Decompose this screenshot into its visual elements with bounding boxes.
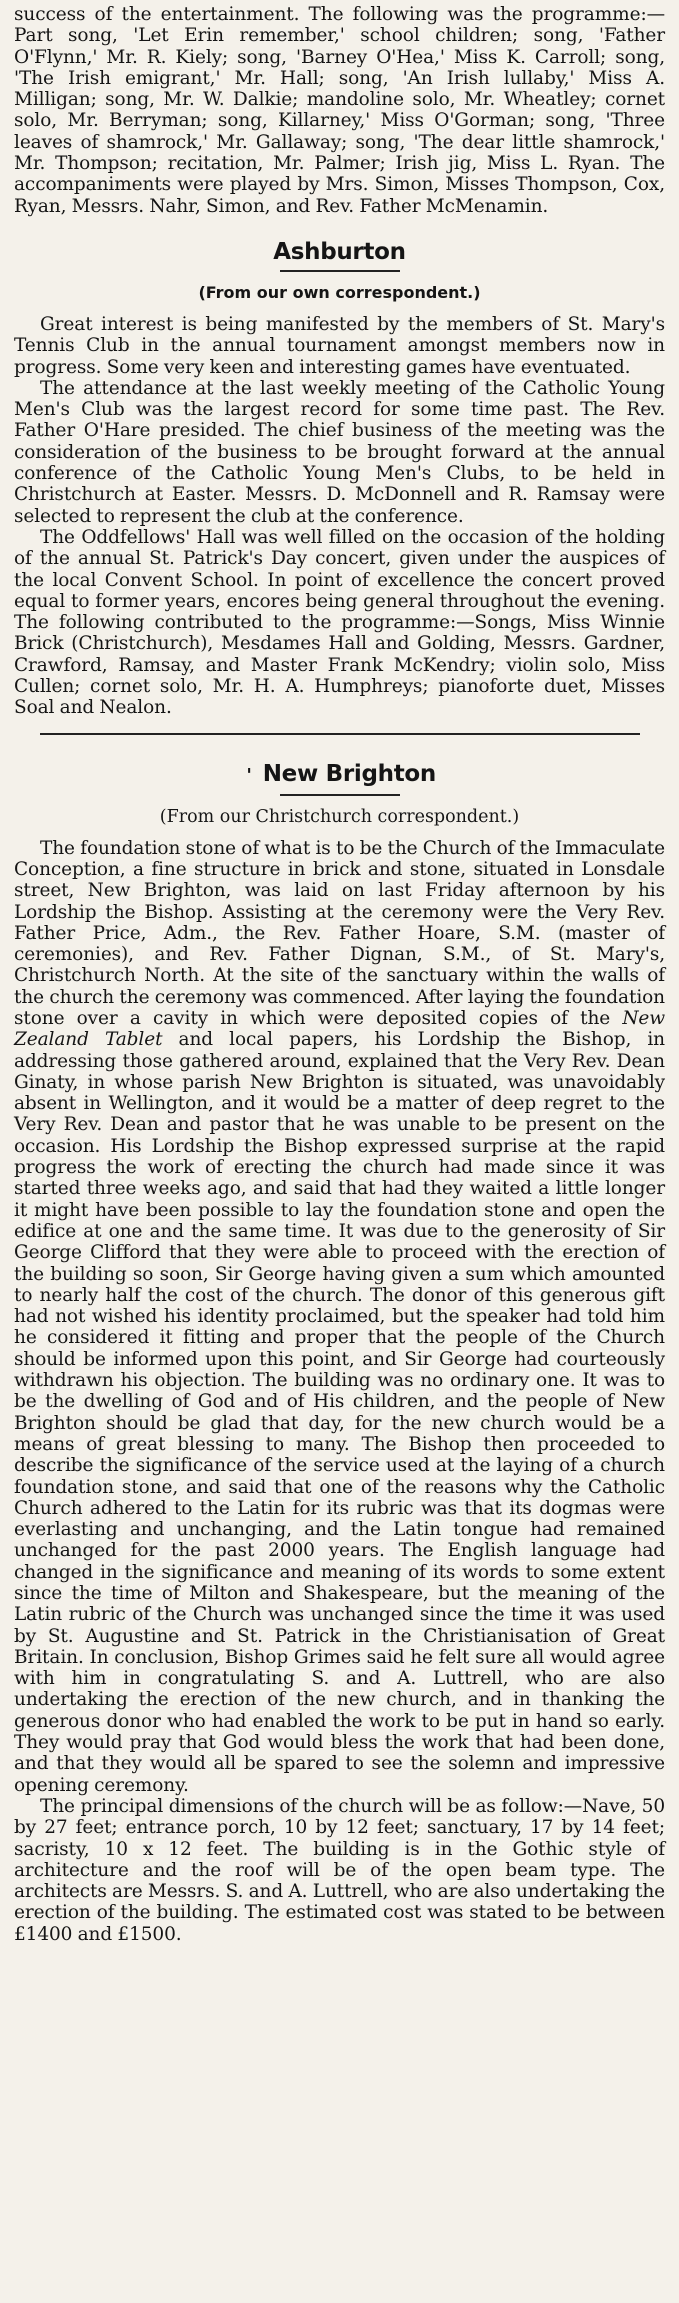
new-brighton-byline: (From our Christchurch correspondent.) [159,806,520,827]
ashburton-paragraph-tennis: Great interest is being manifested by the members of St. Mary's Tennis Club in the annual tournament amongst members now in progress. Some very keen and interesting games have eventuated. [14,313,665,378]
ashburton-paragraph-concert: The Oddfellows' Hall was well filled on the occasion of the holding of the annual St. Patrick's Day concert, given under the auspices of the local Convent School. In point of excellence the concert proved equal to former years, encores being general throughout the evening. The following contributed to the programme:—Songs, Miss Winnie Brick (Christchurch), Mesdames Hall and Golding, Messrs. Gardner, Crawford, Ramsay, and Master Frank McKendry; violin solo, Miss Cullen; cornet solo, Mr. H. A. Humphreys; pianoforte duet, Misses Soal and Nealon. [14,526,665,719]
section-divider-rule [40,733,640,735]
intro-paragraph: success of the entertainment. The following was the programme:—Part song, 'Let Erin remember,' school children; song, 'Father O'Flynn,' Mr. R. Kiely; song, 'Barney O'Hea,' Miss K. Carroll; song, 'The Irish emigrant,' Mr. Hall; song, 'An Irish lullaby,' Miss A. Milligan; song, Mr. W. Dalkie; mandoline solo, Mr. Wheatley; cornet solo, Mr. Berryman; song, Killarney,' Miss O'Gorman; song, 'Three leaves of shamrock,' Mr. Gallaway; song, 'The dear little shamrock,' Mr. Thompson; recitation, Mr. Palmer; Irish jig, Miss L. Ryan. The accompaniments were played by Mrs. Simon, Misses Thompson, Cox, Ryan, Messrs. Nahr, Simon, and Rev. Father McMenamin. [14,4,665,217]
new-brighton-paragraph-foundation [14,838,665,1796]
section-new-brighton [14,759,665,1945]
new-brighton-paragraph-dimensions: The principal dimensions of the church will be as follow:—Nave, 50 by 27 feet; entrance porch, 10 by 12 feet; sanctuary, 17 by 14 feet; sacristy, 10 x 12 feet. The building is in the Gothic style of architecture and the roof will be of the open beam type. The architects are Messrs. S. and A. Luttrell, who are also undertaking the erection of the building. The estimated cost was stated to be between £1400 and £1500. [14,1795,665,1945]
ashburton-heading: Ashburton [273,238,406,265]
ashburton-byline: (From our own correspondent.) [198,282,481,302]
new-brighton-heading-rule [280,794,400,796]
ashburton-paragraph-young-mens-club: The attendance at the last weekly meeting of the Catholic Young Men's Club was the largest record for some time past. The Rev. Father O'Hare presided. The chief business of the meeting was the consideration of the business to be brought forward at the annual conference of the Catholic Young Men's Clubs, to be held in Christchurch at Easter. Messrs. D. McDonnell and R. Ramsay were selected to represent the club at the conference. [14,377,665,527]
new-brighton-heading [14,759,665,791]
foundation-text-part-1: The foundation stone of what is to be the Church of the Immaculate Conception, a fine structure in brick and stone, situated in Lonsdale street, New Brighton, was laid on last Friday afternoon by his Lordship the Bishop. Assisting at the ceremony were the Very Rev. Father Price, Adm., the Rev. Father Hoare, S.M. (master of ceremonies), and Rev. Father Dignan, S.M., of St. Mary's, Christchurch North. At the site of the sanctuary within the walls of the church the ceremony was commenced. After laying the foundation stone over a cavity in which were deposited copies of the [14,837,665,1029]
foundation-text-part-2: and local papers, his Lordship the Bishop, in addressing those gathered around, explained that the Very Rev. Dean Ginaty, in whose parish New Brighton is situated, was unavoidably absent in Wellington, and it would be a matter of deep regret to the Very Rev. Dean and pastor that he was unable to be present on the occasion. His Lordship the Bishop expressed surprise at the rapid progress the work of erecting the church had made since it was started three weeks ago, and said that had they waited a little longer it might have been possible to lay the foundation stone and open the edifice at one and the same time. It was due to the generosity of Sir George Clifford that they were able to proceed with the erection of the building so soon, Sir George having given a sum which amounted to nearly half the cost of the church. The donor of this generous gift had not wished his identity proclaimed, but the speaker had told him he considered it fitting and proper that the people of the Church should be informed upon this point, and Sir George had courteously withdrawn his objection. The building was no ordinary one. It was to be the dwelling of God and of His children, and the people of New Brighton should be glad that day, for the new church would be a means of great blessing to many. The Bishop then proceeded to describe the significance of the service used at the laying of a church foundation stone, and said that one of the reasons why the Catholic Church adhered to the Latin for its rubric was that its dogmas were everlasting and unchanging, and the Latin tongue had remained unchanged for the past 2000 years. The English language had changed in the significance and meaning of its words to some extent since the time of Milton and Shakespeare, but the meaning of the Latin rubric of the Church was unchanged since the time it was used by St. Augustine and St. Patrick in the Christianisation of Great Britain. In conclusion, Bishop Grimes said he felt sure all would agree with him in congratulating S. and A. Luttrell, who are also undertaking the erection of the new church, and in thanking the generous donor who had enabled the work to be put in hand so early. They would pray that God would bless the work that had been done, and that they would all be spared to see the solemn and impressive opening ceremony. [14,1029,665,1796]
new-brighton-heading-mark: ' [246,764,252,786]
section-ashburton [14,237,665,719]
new-brighton-heading-text: New Brighton [262,760,436,787]
ashburton-heading-rule [280,270,400,272]
tablet-title: New Zealand Tablet [14,1007,665,1051]
